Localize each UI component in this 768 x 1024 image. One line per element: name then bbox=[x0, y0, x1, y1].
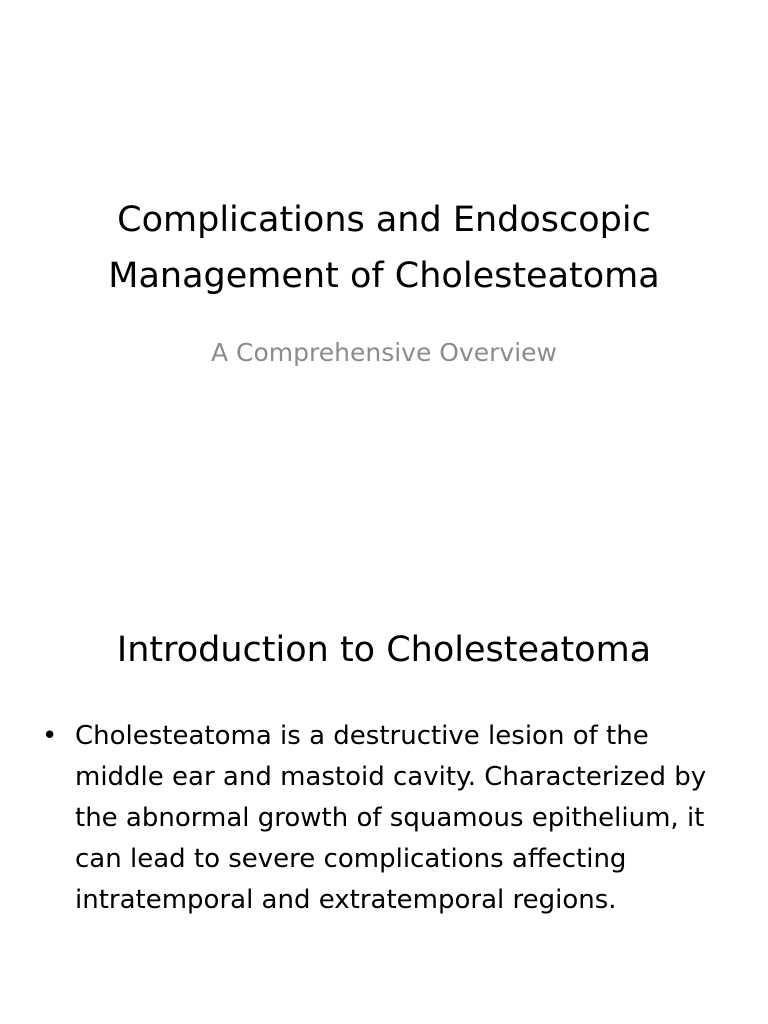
bullet-list bbox=[40, 716, 730, 921]
content-slide bbox=[0, 576, 768, 1024]
slide-subtitle: A Comprehensive Overview bbox=[211, 338, 557, 367]
slide-title: Complications and Endoscopic Management of Cholesteatoma bbox=[108, 200, 660, 296]
bullet-marker: • bbox=[42, 721, 58, 751]
slide-heading: Introduction to Cholesteatoma bbox=[116, 630, 652, 670]
bullet-text: Cholesteatoma is a destructive lesion of the middle ear and mastoid cavity. Characterized by the abnormal growth of squamous epithelium, it can lead to severe complications affecting intratemporal and extratemporal regions. bbox=[75, 721, 707, 915]
bullet-item bbox=[40, 716, 730, 921]
